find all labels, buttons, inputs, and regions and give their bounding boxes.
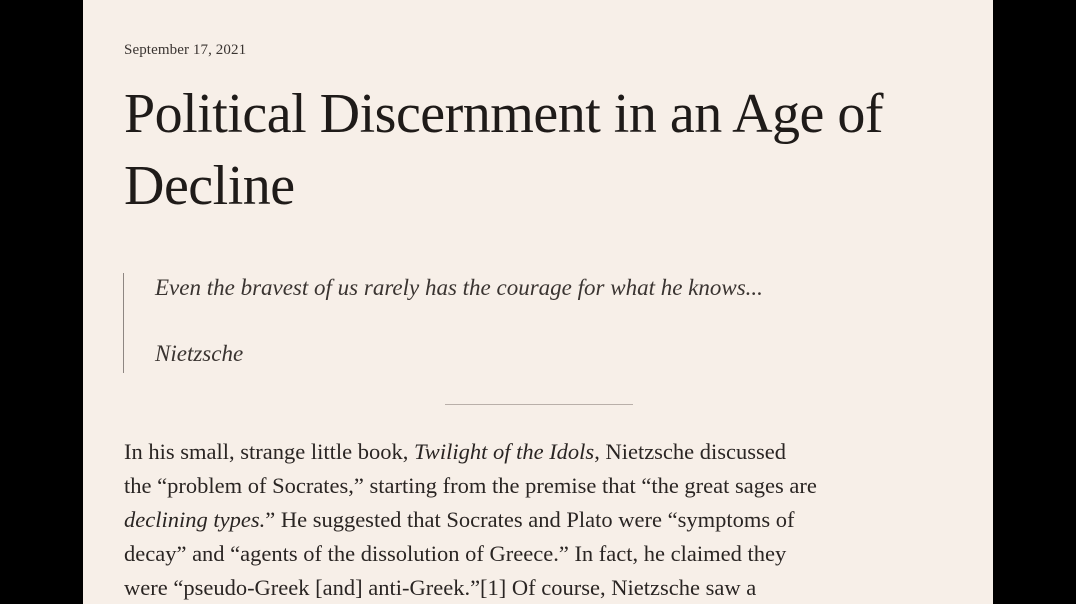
body-line-1 <box>124 435 964 469</box>
body-paragraph <box>124 435 964 604</box>
book-title-emphasis: Twilight of the Idols <box>413 439 595 464</box>
section-divider <box>445 404 633 405</box>
body-text-span: , Nietzsche discussed <box>594 439 787 464</box>
body-line-2: the “problem of Socrates,” starting from the premise that “the great sages are <box>124 473 817 498</box>
body-line-3 <box>124 503 964 537</box>
body-text-span: ” He suggested that Socrates and Plato were “symptoms of <box>265 507 795 532</box>
epigraph-attribution: Nietzsche <box>155 341 244 366</box>
epigraph-blockquote <box>123 273 924 373</box>
article-title: Political Discernment in an Age of Decline <box>124 83 884 217</box>
emphasis-text: declining types. <box>124 507 266 532</box>
article-page <box>83 0 993 604</box>
article-body <box>124 435 964 604</box>
body-text-span: In his small, strange little book, <box>124 439 414 464</box>
article-date: September 17, 2021 <box>124 42 247 58</box>
body-line-5: were “pseudo-Greek [and] anti-Greek.”[1] Of course, Nietzsche saw a <box>124 575 757 600</box>
epigraph-text: Even the bravest of us rarely has the courage for what he knows... <box>155 275 763 300</box>
body-line-4: decay” and “agents of the dissolution of Greece.” In fact, he claimed they <box>124 541 787 566</box>
